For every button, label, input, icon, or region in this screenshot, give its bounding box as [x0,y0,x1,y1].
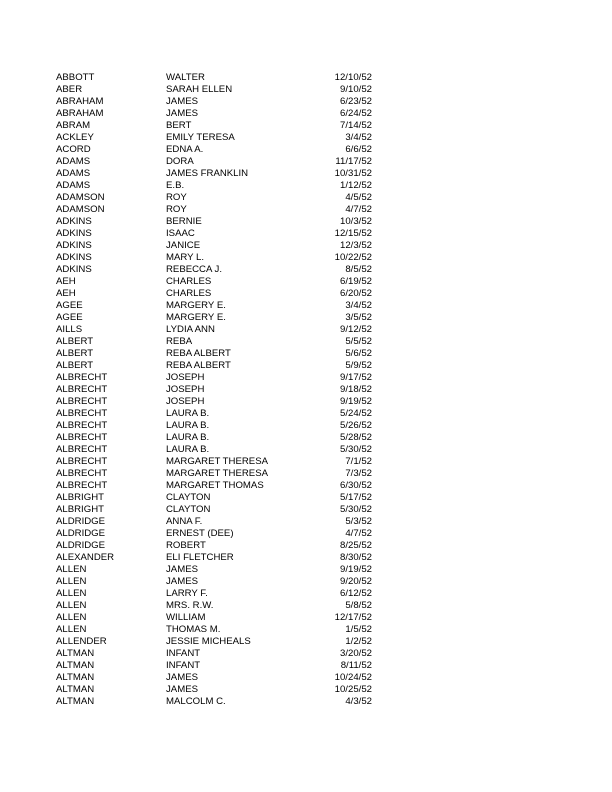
date-cell: 6/12/52 [339,588,372,599]
date-cell: 8/5/52 [345,264,372,275]
date-cell: 4/3/52 [345,696,372,707]
first-name-cell: REBA ALBERT [166,360,231,371]
last-name-cell: ADKINS [56,252,92,263]
first-name-cell: JESSIE MICHEALS [166,636,251,647]
date-cell: 1/5/52 [345,624,372,635]
first-name-cell: JAMES [166,672,198,683]
last-name-cell: ADAMS [56,168,91,179]
last-name-cell: ADAMSON [56,192,105,203]
last-name-cell: ABBOTT [56,72,95,83]
table-row [56,444,376,456]
last-name-cell: ALBRECHT [56,468,108,479]
table-row [56,420,376,432]
table-row [56,120,376,132]
first-name-cell: LAURA B. [166,408,210,419]
table-row [56,276,376,288]
table-row [56,396,376,408]
first-name-cell: EDNA A. [166,144,204,155]
first-name-cell: MARGERY E. [166,300,226,311]
last-name-cell: AILLS [56,324,83,335]
first-name-cell: JAMES [166,96,198,107]
date-cell: 8/11/52 [340,660,372,671]
first-name-cell: JANICE [166,240,201,251]
first-name-cell: JAMES [166,576,198,587]
table-row [56,72,376,84]
date-cell: 5/8/52 [345,600,372,611]
first-name-cell: ISAAC [166,228,195,239]
table-row [56,480,376,492]
first-name-cell: E.B. [166,180,185,191]
table-row [56,312,376,324]
last-name-cell: ALTMAN [56,648,95,659]
table-row [56,372,376,384]
date-cell: 9/17/52 [339,372,372,383]
first-name-cell: LAURA B. [166,420,210,431]
last-name-cell: ALLEN [56,564,87,575]
date-cell: 1/2/52 [345,636,372,647]
table-row [56,84,376,96]
last-name-cell: ALBRIGHT [56,504,104,515]
table-row [56,132,376,144]
first-name-cell: MALCOLM C. [166,696,226,707]
last-name-cell: ADKINS [56,228,92,239]
date-cell: 7/14/52 [339,120,372,131]
date-cell: 7/1/52 [345,456,372,467]
table-row [56,156,376,168]
last-name-cell: ALBRECHT [56,444,108,455]
first-name-cell: SARAH ELLEN [166,84,233,95]
date-cell: 6/30/52 [339,480,372,491]
date-cell: 6/19/52 [339,276,372,287]
table-row [56,624,376,636]
last-name-cell: ALDRIDGE [56,516,106,527]
table-row [56,252,376,264]
date-cell: 5/28/52 [339,432,372,443]
table-row [56,228,376,240]
table-row [56,384,376,396]
table-row [56,696,376,708]
table-row [56,240,376,252]
date-cell: 10/31/52 [334,168,372,179]
date-cell: 4/7/52 [345,528,372,539]
date-cell: 1/12/52 [339,180,372,191]
first-name-cell: DORA [166,156,194,167]
last-name-cell: AEH [56,288,76,299]
first-name-cell: ANNA F. [166,516,203,527]
table-row [56,408,376,420]
table-row [56,432,376,444]
date-cell: 9/12/52 [339,324,372,335]
table-row [56,360,376,372]
date-cell: 3/4/52 [345,132,372,143]
last-name-cell: ALBERT [56,360,94,371]
table-row [56,504,376,516]
table-row [56,216,376,228]
table-row [56,564,376,576]
last-name-cell: ADAMSON [56,204,105,215]
table-row [56,168,376,180]
last-name-cell: ALBRECHT [56,480,108,491]
first-name-cell: INFANT [166,648,201,659]
last-name-cell: ALDRIDGE [56,540,106,551]
table-row [56,660,376,672]
date-cell: 3/5/52 [345,312,372,323]
table-row [56,180,376,192]
table-row [56,612,376,624]
date-cell: 9/10/52 [339,84,372,95]
date-cell: 11/17/52 [335,156,372,167]
first-name-cell: CLAYTON [166,492,211,503]
last-name-cell: ADAMS [56,156,91,167]
table-row [56,552,376,564]
last-name-cell: ADAMS [56,180,91,191]
table-row [56,264,376,276]
table-row [56,144,376,156]
last-name-cell: ALLEN [56,612,87,623]
first-name-cell: CHARLES [166,276,212,287]
first-name-cell: REBECCA J. [166,264,222,275]
first-name-cell: JAMES [166,684,198,695]
table-row [56,192,376,204]
first-name-cell: WALTER [166,72,205,83]
table-row [56,636,376,648]
date-cell: 10/24/52 [334,672,372,683]
last-name-cell: ALLEN [56,600,87,611]
table-row [56,324,376,336]
last-name-cell: AEH [56,276,76,287]
last-name-cell: ACKLEY [56,132,94,143]
last-name-cell: ALDRIDGE [56,528,106,539]
date-cell: 12/3/52 [339,240,372,251]
table-row [56,528,376,540]
date-cell: 5/26/52 [339,420,372,431]
first-name-cell: ROY [166,204,187,215]
first-name-cell: MARGARET THERESA [166,456,268,467]
first-name-cell: JOSEPH [166,396,205,407]
last-name-cell: ALTMAN [56,684,95,695]
first-name-cell: JAMES [166,108,198,119]
table-row [56,288,376,300]
last-name-cell: ALLENDER [56,636,107,647]
table-row [56,600,376,612]
table-row [56,588,376,600]
first-name-cell: BERNIE [166,216,202,227]
first-name-cell: JAMES FRANKLIN [166,168,249,179]
date-cell: 4/5/52 [345,192,372,203]
first-name-cell: ELI FLETCHER [166,552,234,563]
date-cell: 5/30/52 [339,444,372,455]
date-cell: 7/3/52 [345,468,372,479]
first-name-cell: MARGARET THOMAS [166,480,264,491]
table-row [56,684,376,696]
date-cell: 9/19/52 [339,564,372,575]
last-name-cell: ABRAHAM [56,96,104,107]
first-name-cell: ERNEST (DEE) [166,528,234,539]
last-name-cell: ACORD [56,144,91,155]
table-row [56,348,376,360]
table-row [56,300,376,312]
first-name-cell: WILLIAM [166,612,206,623]
last-name-cell: ALLEN [56,576,87,587]
last-name-cell: ALBRIGHT [56,492,104,503]
last-name-cell: AGEE [56,300,83,311]
date-cell: 12/10/52 [334,72,372,83]
table-row [56,672,376,684]
date-cell: 9/19/52 [339,396,372,407]
last-name-cell: ALBRECHT [56,408,108,419]
table-row [56,648,376,660]
date-cell: 3/20/52 [339,648,372,659]
first-name-cell: JOSEPH [166,384,205,395]
date-cell: 5/5/52 [345,336,372,347]
date-cell: 5/30/52 [339,504,372,515]
date-cell: 3/4/52 [345,300,372,311]
date-cell: 8/25/52 [339,540,372,551]
first-name-cell: EMILY TERESA [166,132,235,143]
table-row [56,516,376,528]
date-cell: 5/3/52 [345,516,372,527]
date-cell: 10/25/52 [334,684,372,695]
date-cell: 5/6/52 [345,348,372,359]
first-name-cell: LYDIA ANN [166,324,215,335]
table-row [56,540,376,552]
table-row [56,456,376,468]
last-name-cell: ALLEN [56,588,87,599]
first-name-cell: LAURA B. [166,444,210,455]
last-name-cell: ALBRECHT [56,456,108,467]
last-name-cell: ABRAHAM [56,108,104,119]
date-cell: 10/3/52 [339,216,372,227]
first-name-cell: INFANT [166,660,201,671]
date-cell: 6/20/52 [339,288,372,299]
records-table [56,72,376,708]
last-name-cell: ALTMAN [56,660,95,671]
date-cell: 12/15/52 [334,228,372,239]
last-name-cell: ALTMAN [56,696,95,707]
last-name-cell: ALBERT [56,336,94,347]
table-row [56,576,376,588]
last-name-cell: ADKINS [56,216,92,227]
first-name-cell: ROBERT [166,540,206,551]
last-name-cell: ALBRECHT [56,420,108,431]
last-name-cell: ALBRECHT [56,432,108,443]
date-cell: 8/30/52 [339,552,372,563]
first-name-cell: MRS. R.W. [166,600,214,611]
first-name-cell: THOMAS M. [166,624,221,635]
first-name-cell: BERT [166,120,192,131]
table-row [56,492,376,504]
date-cell: 10/22/52 [334,252,372,263]
date-cell: 4/7/52 [345,204,372,215]
last-name-cell: ALBRECHT [56,396,108,407]
last-name-cell: ABRAM [56,120,91,131]
date-cell: 9/18/52 [339,384,372,395]
date-cell: 6/6/52 [345,144,372,155]
last-name-cell: ALEXANDER [56,552,115,563]
first-name-cell: LARRY F. [166,588,208,599]
first-name-cell: CHARLES [166,288,212,299]
first-name-cell: ROY [166,192,187,203]
date-cell: 12/17/52 [334,612,372,623]
date-cell: 6/24/52 [339,108,372,119]
last-name-cell: ALBRECHT [56,384,108,395]
first-name-cell: CLAYTON [166,504,211,515]
date-cell: 6/23/52 [339,96,372,107]
first-name-cell: MARGERY E. [166,312,226,323]
first-name-cell: JAMES [166,564,198,575]
first-name-cell: MARY L. [166,252,205,263]
table-row [56,336,376,348]
table-row [56,96,376,108]
last-name-cell: AGEE [56,312,83,323]
last-name-cell: ADKINS [56,264,92,275]
first-name-cell: LAURA B. [166,432,210,443]
table-row [56,108,376,120]
last-name-cell: ADKINS [56,240,92,251]
table-row [56,468,376,480]
last-name-cell: ALBERT [56,348,94,359]
first-name-cell: MARGARET THERESA [166,468,268,479]
first-name-cell: JOSEPH [166,372,205,383]
date-cell: 9/20/52 [339,576,372,587]
last-name-cell: ALBRECHT [56,372,108,383]
date-cell: 5/17/52 [339,492,372,503]
first-name-cell: REBA ALBERT [166,348,231,359]
date-cell: 5/9/52 [345,360,372,371]
table-row [56,204,376,216]
date-cell: 5/24/52 [339,408,372,419]
first-name-cell: REBA [166,336,193,347]
last-name-cell: ABER [56,84,83,95]
last-name-cell: ALLEN [56,624,87,635]
last-name-cell: ALTMAN [56,672,95,683]
